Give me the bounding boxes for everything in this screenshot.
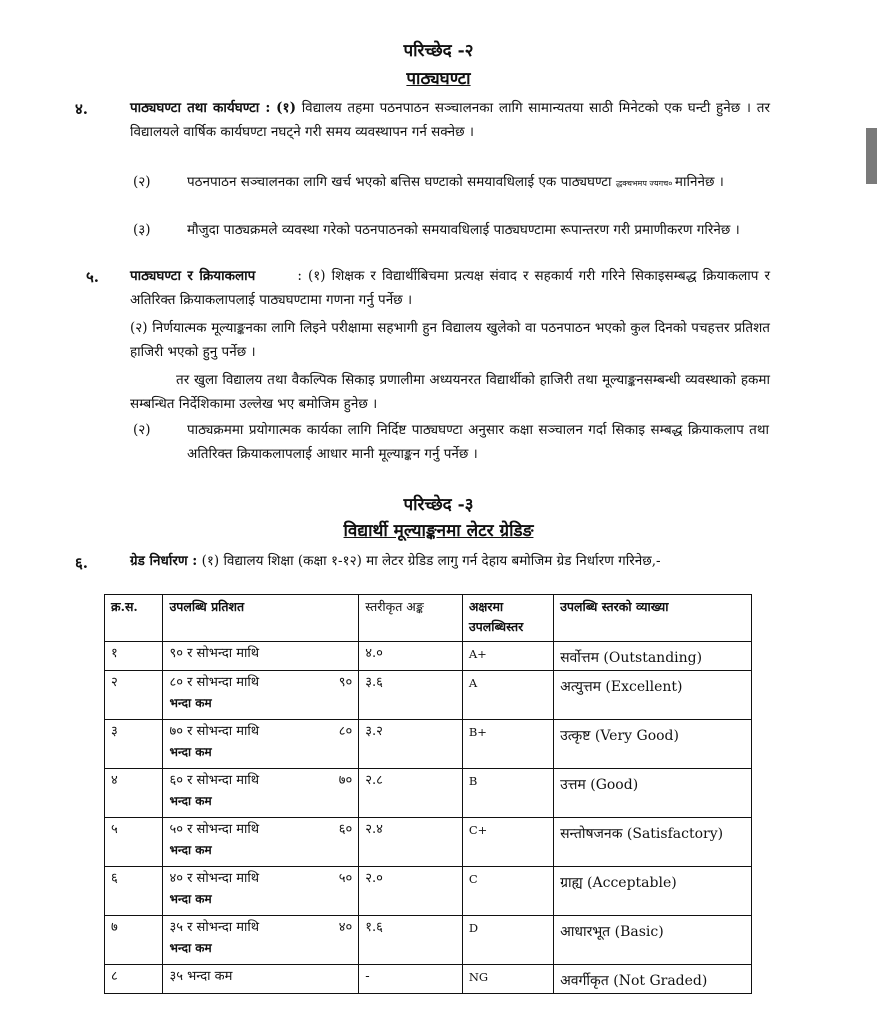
cell-sn: ५	[105, 818, 163, 867]
cell-gpa: ३.२	[359, 720, 463, 769]
cell-gpa: २.४	[359, 818, 463, 867]
cell-sn: ६	[105, 867, 163, 916]
range-lower: ६० र सोभन्दा माथि	[169, 773, 260, 788]
cell-percent-range	[163, 965, 359, 994]
cell-letter-grade: A+	[462, 642, 553, 671]
section-6-title: ग्रेड निर्धारण :	[130, 553, 198, 569]
section-5-p1-prefix: : (१)	[297, 268, 326, 284]
chapter-3-subheading: विद्यार्थी मूल्याङ्कनमा लेटर ग्रेडिङ	[343, 521, 534, 541]
table-row	[105, 965, 752, 994]
section-6-paragraph-1	[130, 550, 770, 572]
header-percent: उपलब्धि प्रतिशत	[163, 595, 359, 642]
section-5-title: पाठ्यघण्टा र क्रियाकलाप	[130, 268, 256, 284]
cell-percent-range	[163, 642, 359, 671]
cell-meaning: अवर्गीकृत (Not Graded)	[554, 965, 752, 994]
range-lower: ७० र सोभन्दा माथि	[169, 724, 260, 739]
cell-meaning: ग्राह्य (Acceptable)	[554, 867, 752, 916]
section-5-p4-number: (२)	[133, 422, 151, 438]
cell-letter-grade: D	[462, 916, 553, 965]
section-4-number: ४.	[75, 100, 89, 118]
table-row	[105, 769, 752, 818]
section-5-paragraph-2: (२) निर्णयात्मक मूल्याङ्कनका लागि लिइने परीक्षामा सहभागी हुन विद्यालय खुलेको वा पठनपाठन भएको कुल दिनको पचहत्तर प्रतिशत हाजिरी भएको हुनु पर्नेछ ।	[130, 320, 770, 360]
header-letter: अक्षरमा उपलब्धिस्तर	[462, 595, 553, 642]
cell-letter-grade: B	[462, 769, 553, 818]
section-4-p2-text: पठनपाठन सञ्चालनका लागि खर्च भएको बत्तिस घण्टाको समयावधिलाई एक पाठ्यघण्टा	[187, 174, 612, 190]
cell-gpa: २.०	[359, 867, 463, 916]
cell-meaning: आधारभूत (Basic)	[554, 916, 752, 965]
range-lower: ५० र सोभन्दा माथि	[169, 822, 260, 837]
range-less-than: भन्दा कम	[169, 843, 212, 857]
header-sn: क्र.स.	[105, 595, 163, 642]
cell-percent-range	[163, 671, 359, 720]
section-5-p1-text: शिक्षक र विद्यार्थीबिचमा प्रत्यक्ष संवाद र सहकार्य गरी गरिने सिकाइसम्बद्ध क्रियाकलाप र अतिरिक्त क्रियाकलापलाई पाठ्यघण्टामा गणना गर्नु पर्नेछ ।	[130, 268, 771, 308]
range-less-than: भन्दा कम	[169, 794, 212, 808]
cell-gpa: -	[359, 965, 463, 994]
range-lower: ९० र सोभन्दा माथि	[169, 646, 260, 661]
cell-percent-range	[163, 769, 359, 818]
cell-letter-grade: C+	[462, 818, 553, 867]
cell-gpa: ४.०	[359, 642, 463, 671]
table-row	[105, 720, 752, 769]
section-4-paragraph-1	[130, 96, 770, 144]
section-4-p1-text: विद्यालय तहमा पठनपाठन सञ्चालनका लागि सामान्यतया साठी मिनेटको एक घन्टी हुनेछ । तर विद्यालयले वार्षिक कार्यघण्टा नघट्ने गरी समय व्यवस्थापन गर्न सक्नेछ ।	[130, 100, 770, 140]
cell-meaning: उत्तम (Good)	[554, 769, 752, 818]
section-5-paragraph-3: तर खुला विद्यालय तथा वैकल्पिक सिकाइ प्रणालीमा अध्ययनरत विद्यार्थीको हाजिरी तथा मूल्याङ्कनसम्बन्धी व्यवस्थाको हकमा सम्बन्धित निर्देशिकामा उल्लेख भए बमोजिम हुनेछ ।	[130, 372, 770, 412]
header-gpa: स्तरीकृत अङ्क	[359, 595, 463, 642]
table-row	[105, 867, 752, 916]
section-5-paragraph-1	[130, 264, 770, 312]
cell-gpa: २.८	[359, 769, 463, 818]
cell-letter-grade: NG	[462, 965, 553, 994]
cell-meaning: अत्युत्तम (Excellent)	[554, 671, 752, 720]
range-lower: ८० र सोभन्दा माथि	[169, 675, 260, 690]
cell-sn: ७	[105, 916, 163, 965]
cell-gpa: ३.६	[359, 671, 463, 720]
range-less-than: भन्दा कम	[169, 892, 212, 906]
chapter-2-subheading: पाठ्यघण्टा	[406, 69, 471, 89]
grade-table-header-row	[105, 595, 752, 642]
cell-percent-range	[163, 916, 359, 965]
section-4-p2-number: (२)	[133, 174, 151, 190]
range-lower: ३५ र सोभन्दा माथि	[169, 920, 260, 935]
cell-meaning: उत्कृष्ट (Very Good)	[554, 720, 752, 769]
section-6-p1-text: (१) विद्यालय शिक्षा (कक्षा १-१२) मा लेटर ग्रेडिड लागु गर्न देहाय बमोजिम ग्रेड निर्धारण गरिनेछ,-	[201, 553, 661, 569]
section-4-title: पाठ्यघण्टा तथा कार्यघण्टा :	[130, 100, 271, 116]
range-lower: ४० र सोभन्दा माथि	[169, 871, 260, 886]
section-4-p2-small: द्धक्चभमप ज्यगच०	[615, 179, 675, 188]
cell-meaning: सर्वोत्तम (Outstanding)	[554, 642, 752, 671]
section-5-paragraph-4: पाठ्यक्रममा प्रयोगात्मक कार्यका लागि निर्दिष्ट पाठ्यघण्टा अनुसार कक्षा सञ्चालन गर्दा सिकाइ सम्बद्ध क्रियाकलाप तथा अतिरिक्त क्रियाकलापलाई आधार मानी मूल्याङ्कन गर्नु पर्नेछ ।	[187, 422, 769, 462]
table-row	[105, 818, 752, 867]
section-4-paragraph-3: मौजुदा पाठ्यक्रमले व्यवस्था गरेको पठनपाठनको समयावधिलाई पाठ्यघण्टामा रूपान्तरण गरी प्रमाणीकरण गरिनेछ ।	[187, 222, 740, 238]
section-4-p1-prefix: (१)	[276, 100, 296, 116]
section-5-number: ५.	[86, 268, 100, 286]
section-6-number: ६.	[75, 554, 89, 572]
header-meaning: उपलब्धि स्तरको व्याख्या	[554, 595, 752, 642]
grade-table	[104, 594, 752, 994]
table-row	[105, 916, 752, 965]
section-4-p3-number: (३)	[133, 222, 151, 238]
range-less-than: भन्दा कम	[169, 745, 212, 759]
range-upper: ४०	[338, 920, 353, 935]
cell-sn: १	[105, 642, 163, 671]
section-4-paragraph-2	[187, 170, 769, 196]
table-row	[105, 671, 752, 720]
cell-sn: ४	[105, 769, 163, 818]
cell-sn: २	[105, 671, 163, 720]
cell-letter-grade: B+	[462, 720, 553, 769]
cell-gpa: १.६	[359, 916, 463, 965]
cell-letter-grade: A	[462, 671, 553, 720]
range-upper: ६०	[338, 822, 353, 837]
cell-sn: ३	[105, 720, 163, 769]
section-4-p2-text-end: मानिनेछ ।	[674, 174, 724, 190]
chapter-2-heading: परिच्छेद -२	[403, 41, 474, 61]
cell-percent-range	[163, 720, 359, 769]
cell-letter-grade: C	[462, 867, 553, 916]
cell-sn: ८	[105, 965, 163, 994]
range-less-than: भन्दा कम	[169, 941, 212, 955]
range-upper: ९०	[338, 675, 353, 690]
range-lower: ३५ भन्दा कम	[169, 969, 233, 984]
cell-meaning: सन्तोषजनक (Satisfactory)	[554, 818, 752, 867]
table-row	[105, 642, 752, 671]
range-upper: ७०	[338, 773, 353, 788]
range-upper: ८०	[338, 724, 353, 739]
cell-percent-range	[163, 818, 359, 867]
chapter-3-heading: परिच्छेद -३	[403, 495, 474, 515]
cell-percent-range	[163, 867, 359, 916]
scrollbar-thumb[interactable]	[866, 128, 877, 184]
range-less-than: भन्दा कम	[169, 696, 212, 710]
range-upper: ५०	[338, 871, 353, 886]
